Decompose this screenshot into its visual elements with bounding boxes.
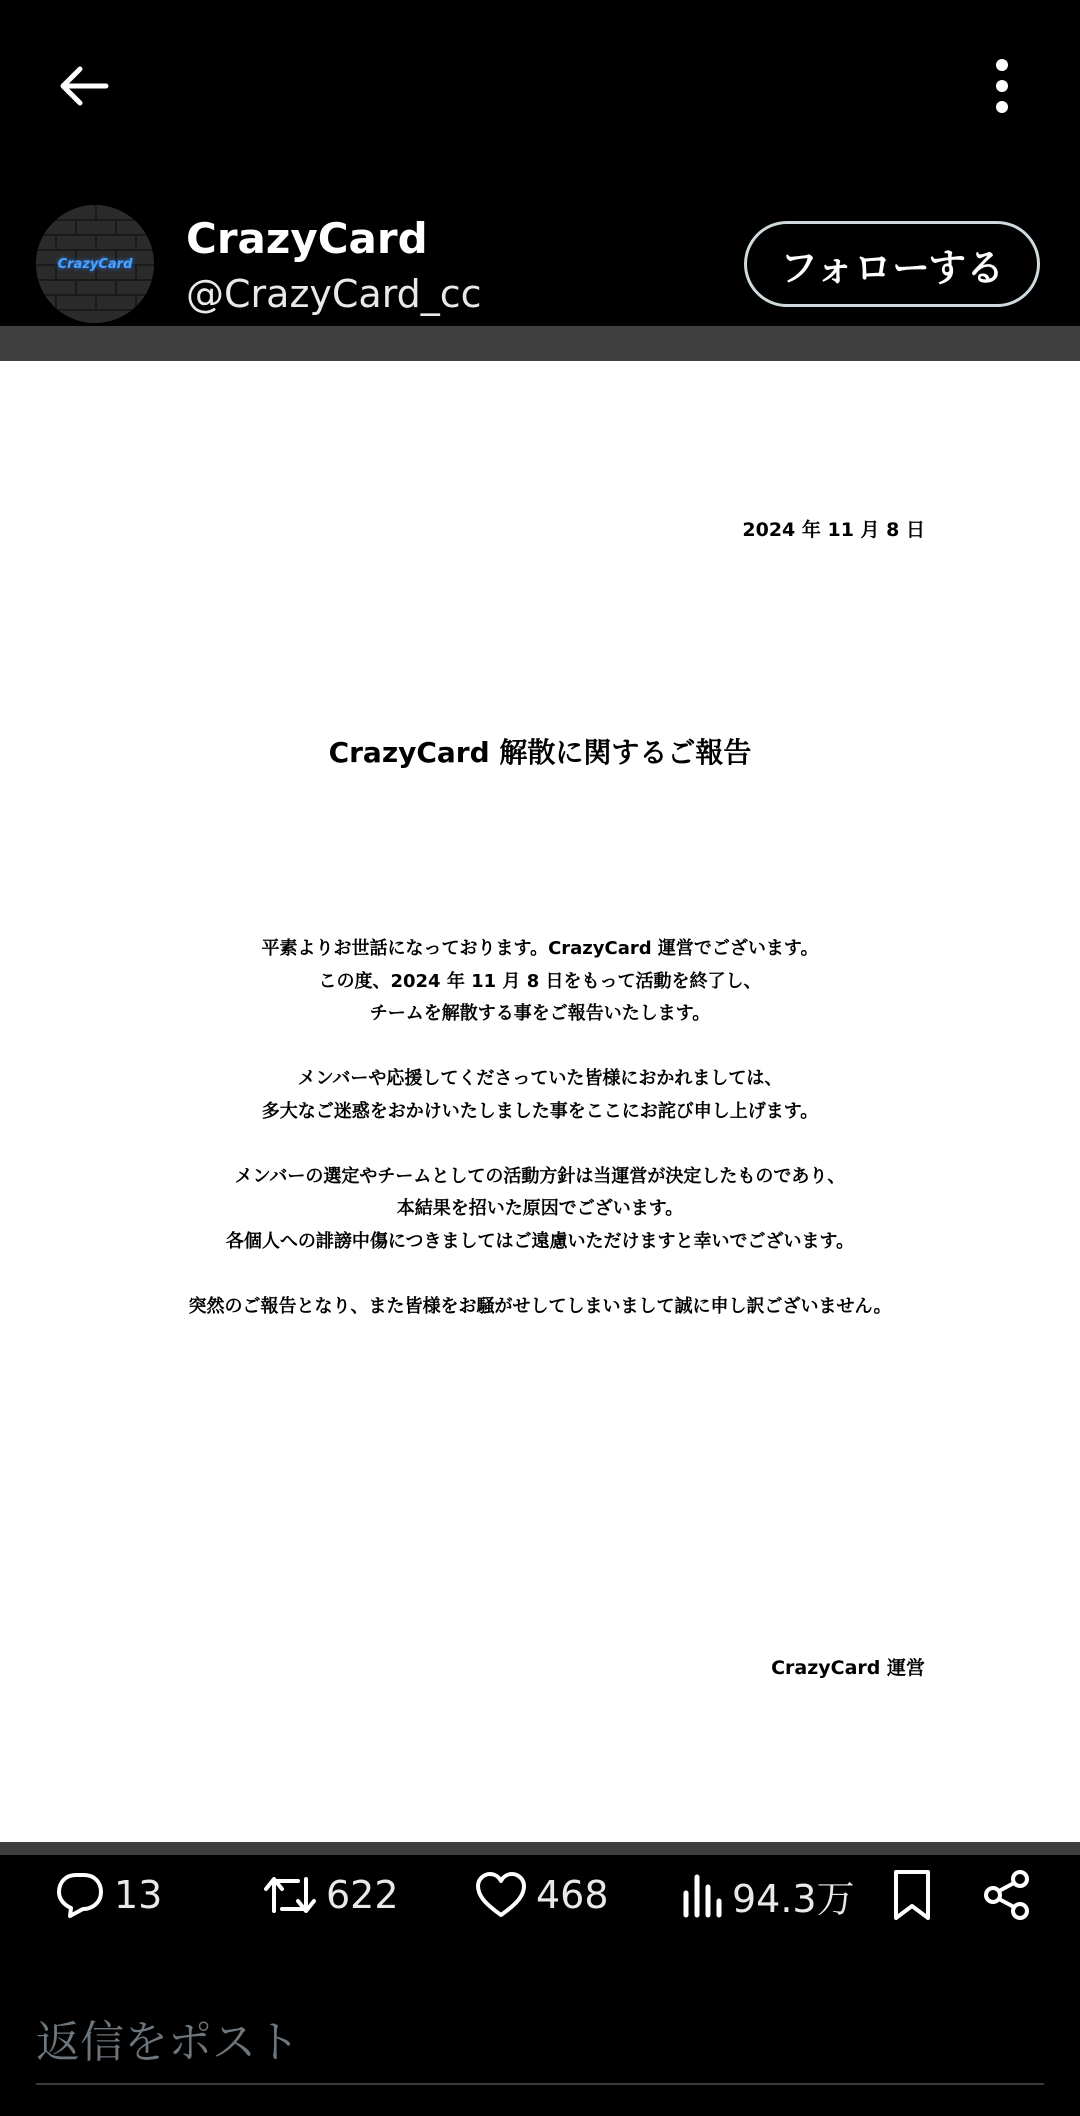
- share-button[interactable]: [982, 1860, 1032, 1930]
- document-line: 突然のご報告となり、また皆様をお騒がせしてしまいまして誠に申し訳ございません。: [188, 1295, 892, 1317]
- avatar-logo-text: CrazyCard: [57, 256, 133, 272]
- more-options-button[interactable]: [966, 50, 1038, 122]
- more-vertical-icon: [992, 56, 1012, 116]
- user-handle[interactable]: @CrazyCard_cc: [186, 272, 482, 316]
- repost-button[interactable]: [262, 1860, 399, 1930]
- document-date: 2024 年 11 月 8 日: [742, 519, 925, 541]
- document-paragraph: [0, 1161, 1080, 1259]
- reply-input[interactable]: [36, 2005, 1044, 2079]
- reply-bubble-icon: [54, 1869, 106, 1921]
- reply-composer: [36, 2005, 1044, 2085]
- document-line: 各個人への誹謗中傷につきましてはご遠慮いただけますと幸いでございます。: [225, 1230, 855, 1252]
- document-paragraph: [0, 1063, 1080, 1128]
- author-row: [0, 200, 1080, 326]
- heart-icon: [474, 1869, 528, 1921]
- document-body: [0, 933, 1080, 1356]
- analytics-bars-icon: [680, 1869, 724, 1921]
- back-arrow-icon: [54, 56, 114, 116]
- document-paragraph: [0, 933, 1080, 1031]
- like-button[interactable]: [474, 1860, 609, 1930]
- bookmark-button[interactable]: [890, 1860, 934, 1930]
- repost-icon: [262, 1869, 318, 1921]
- document-line: メンバーや応援してくださっていた皆様におかれましては、: [297, 1068, 783, 1089]
- follow-button[interactable]: フォローする: [744, 221, 1040, 307]
- announcement-image: [0, 361, 1080, 1842]
- repost-count: 622: [326, 1873, 399, 1917]
- share-icon: [982, 1869, 1032, 1921]
- bookmark-icon: [890, 1868, 934, 1922]
- document-line: 本結果を招いた原因でございます。: [396, 1198, 684, 1219]
- reply-button[interactable]: [54, 1860, 162, 1930]
- action-bar: [0, 1860, 1080, 1930]
- document-title: CrazyCard 解散に関するご報告: [328, 736, 752, 769]
- media-frame[interactable]: [0, 326, 1080, 1855]
- document-signature: CrazyCard 運営: [771, 1657, 925, 1679]
- document-paragraph: [0, 1291, 1080, 1324]
- display-name[interactable]: CrazyCard: [186, 214, 428, 263]
- document-line: 多大なご迷惑をおかけいたしました事をここにお詫び申し上げます。: [261, 1100, 819, 1122]
- view-count: 94.3万: [732, 1876, 855, 1921]
- document-line: メンバーの選定やチームとしての活動方針は当運営が決定したものであり、: [234, 1165, 846, 1187]
- views-button[interactable]: [680, 1860, 855, 1930]
- back-button[interactable]: [48, 50, 120, 122]
- document-line: 平素よりお世話になっております。CrazyCard 運営でございます。: [261, 938, 819, 959]
- reply-count: 13: [114, 1873, 163, 1917]
- document-line: チームを解散する事をご報告いたします。: [369, 1003, 711, 1024]
- top-bar: [0, 0, 1080, 180]
- avatar[interactable]: [36, 205, 154, 323]
- like-count: 468: [536, 1873, 609, 1917]
- document-line: この度、2024 年 11 月 8 日をもって活動を終了し、: [318, 970, 762, 992]
